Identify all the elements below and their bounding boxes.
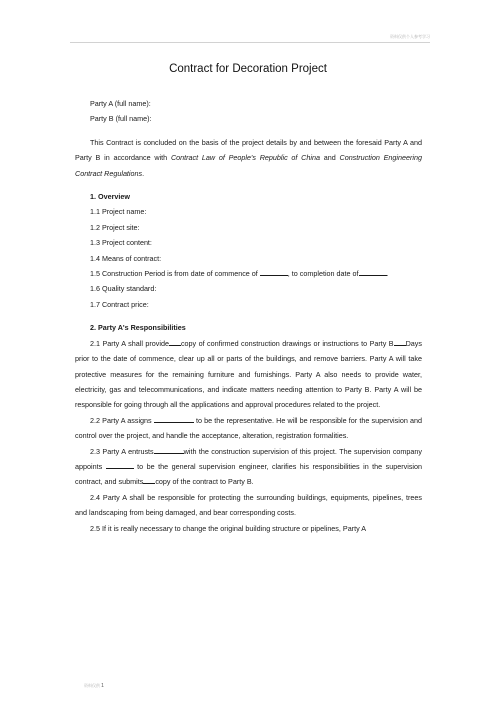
item-2-1	[75, 336, 422, 413]
section-1-heading: 1. Overview	[90, 192, 130, 202]
commence-date-blank[interactable]	[260, 268, 288, 276]
page-footer	[84, 683, 104, 689]
intro-text-2: and	[319, 153, 340, 163]
item-1-5-text-b: , to completion date of	[287, 269, 359, 279]
section-2-heading: 2. Party A's Responsibilities	[90, 323, 186, 333]
item-2-3-text-a: 2.3 Party A entrusts	[90, 446, 154, 456]
party-a-line: Party A (full name):	[90, 99, 151, 108]
intro-text-3: .	[142, 168, 145, 178]
item-2-3-text-c: to be the general supervision engineer, clarifies his responsibilities in the supervision contract, and submits	[75, 461, 423, 487]
header-note: 资料仅供个人参考学习	[390, 34, 430, 39]
item-2-4: 2.4 Party A shall be responsible for protecting the surrounding buildings, equipments, pipelines, trees and landscaping from being damaged, and bear corresponding costs.	[75, 492, 422, 518]
item-2-3	[75, 444, 422, 490]
days-prior-blank[interactable]	[394, 338, 406, 346]
item-1-5	[75, 266, 422, 281]
representative-blank[interactable]	[154, 415, 194, 423]
contract-copies-blank[interactable]	[143, 476, 155, 484]
item-2-5: 2.5 If it is really necessary to change the original building structure or pipelines, Party A	[90, 523, 367, 533]
item-1-2: 1.2 Project site:	[90, 222, 140, 232]
item-1-1: 1.1 Project name:	[90, 207, 147, 217]
item-2-1-text-b: copy of confirmed construction drawings or instructions to Party B	[180, 338, 394, 348]
document-body	[75, 96, 422, 536]
law-reference-2: Construction Engineering Contract Regulations	[75, 153, 422, 178]
drawing-copies-blank[interactable]	[169, 338, 181, 346]
item-2-2-text-b: to be the representative. He will be responsible for the supervision and control over the project, and handle the acceptance, alteration, registration formalities.	[75, 415, 422, 441]
party-b-line: Party B (full name):	[90, 114, 152, 124]
item-1-6: 1.6 Quality standard:	[90, 284, 157, 294]
law-reference-1: Contract Law of People's Republic of China	[170, 153, 320, 163]
item-1-5-text-a: 1.5 Construction Period is from date of commence of	[90, 269, 260, 279]
item-1-5-text-c: .	[386, 269, 389, 279]
intro-text-1: This Contract is concluded on the basis of the project details by and between the foresaid Party A and Party B in accordance with	[75, 137, 422, 163]
item-1-7: 1.7 Contract price:	[90, 299, 149, 309]
header-rule	[70, 42, 430, 43]
page-title: Contract for Decoration Project	[169, 63, 327, 75]
item-2-2	[75, 413, 422, 444]
item-2-1-text-a: 2.1 Party A shall provide	[90, 338, 169, 348]
footer-note: 资料仅供	[84, 683, 100, 688]
completion-date-blank[interactable]	[359, 268, 389, 279]
item-1-4: 1.4 Means of contract:	[90, 253, 162, 263]
supervisor-company-blank[interactable]	[154, 446, 184, 454]
intro-paragraph	[75, 135, 422, 181]
item-1-3: 1.3 Project content:	[90, 238, 152, 248]
page-number: 1	[101, 683, 104, 689]
item-2-2-text-a: 2.2 Party A assigns	[90, 415, 154, 425]
item-2-3-text-b: with the construction supervision of this project. The supervision company appoints	[75, 446, 422, 471]
item-2-3-text-d: copy of the contract to Party B.	[155, 477, 254, 487]
item-2-1-text-c: Days prior to the date of commence, clear up all or parts of the buildings, and remove barriers. Party A will take protective measures for the remaining furniture and furnishings. Party A also needs to provide water, electricity, gas and telecommunications, and indicate matters needing attention to Party B. Party A will be responsible for going through all the applications and approval procedures related to the project.	[75, 338, 422, 410]
general-engineer-blank[interactable]	[106, 461, 134, 469]
